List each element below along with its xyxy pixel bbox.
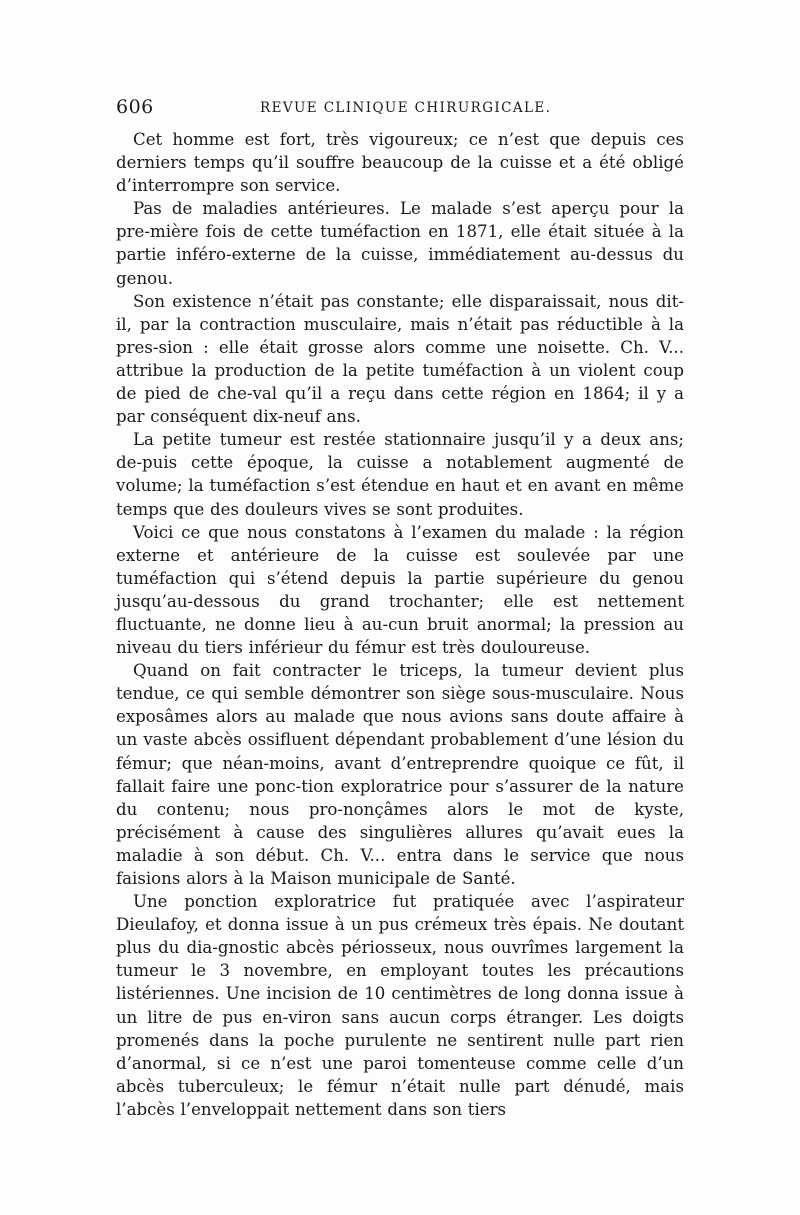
- paragraph-4: La petite tumeur est restée stationnaire jusqu’il y a deux ans; de-puis cette époque, la cuisse a notablement augmenté de volume; la tuméfaction s’est étendue en haut et en avant en même temps que des douleurs vives se sont produites.: [116, 430, 684, 519]
- paragraph-5: Voici ce que nous constatons à l’examen du malade : la région externe et antérieure de la cuisse est soulevée par une tuméfaction qui s’étend depuis la partie supérieure du genou jusqu’au-dessous du grand trochanter; elle est nettement fluctuante, ne donne lieu à au-cun bruit anormal; la pression au niveau du tiers inférieur du fémur est très douloureuse.: [116, 522, 684, 658]
- paragraph-1: Cet homme est fort, très vigoureux; ce n’est que depuis ces derniers temps qu’il souffre beaucoup de la cuisse et a été obligé d’interrompre son service.: [116, 130, 684, 196]
- running-head: [116, 96, 684, 122]
- paragraph-3: Son existence n’était pas constante; elle disparaissait, nous dit-il, par la contraction musculaire, mais n’était pas réductible à la pres-sion : elle était grosse alors comme une noisette. Ch. V... attribue la production de la petite tuméfaction à un violent coup de pied de che-val qu’il a reçu dans cette région en 1864; il y a par conséquent dix-neuf ans.: [116, 291, 684, 427]
- page-number: 606: [116, 96, 154, 118]
- paragraph-6: Quand on fait contracter le triceps, la tumeur devient plus tendue, ce qui semble démontrer son siège sous-musculaire. Nous exposâmes alors au malade que nous avions sans doute affaire à un vaste abcès ossifluent dépendant probablement d’une lésion du fémur; que néan-moins, avant d’entreprendre quoique ce fût, il fallait faire une ponc-tion exploratrice pour s’assurer de la nature du contenu; nous pro-nonçâmes alors le mot de kyste, précisément à cause des singulières allures qu’avait eues la maladie à son début. Ch. V... entra dans le service que nous faisions alors à la Maison municipale de Santé.: [116, 661, 684, 888]
- body-text: [116, 128, 684, 1121]
- paragraph-7: Une ponction exploratrice fut pratiquée avec l’aspirateur Dieulafoy, et donna issue à un pus crémeux très épais. Ne doutant plus du dia-gnostic abcès périosseux, nous ouvrîmes largement la tumeur le 3 novembre, en employant toutes les précautions listériennes. Une incision de 10 centimètres de long donna issue à un litre de pus en-viron sans aucun corps étranger. Les doigts promenés dans la poche purulente ne sentirent nulle part rien d’anormal, si ce n’est une paroi tomenteuse comme celle d’un abcès tuberculeux; le fémur n’était nulle part dénudé, mais l’abcès l’enveloppait nettement dans son tiers: [116, 892, 684, 1119]
- journal-title: REVUE CLINIQUE CHIRURGICALE.: [260, 100, 552, 116]
- paragraph-2: Pas de maladies antérieures. Le malade s’est aperçu pour la pre-mière fois de cette tuméfaction en 1871, elle était située à la partie inféro-externe de la cuisse, immédiatement au-dessus du genou.: [116, 199, 684, 288]
